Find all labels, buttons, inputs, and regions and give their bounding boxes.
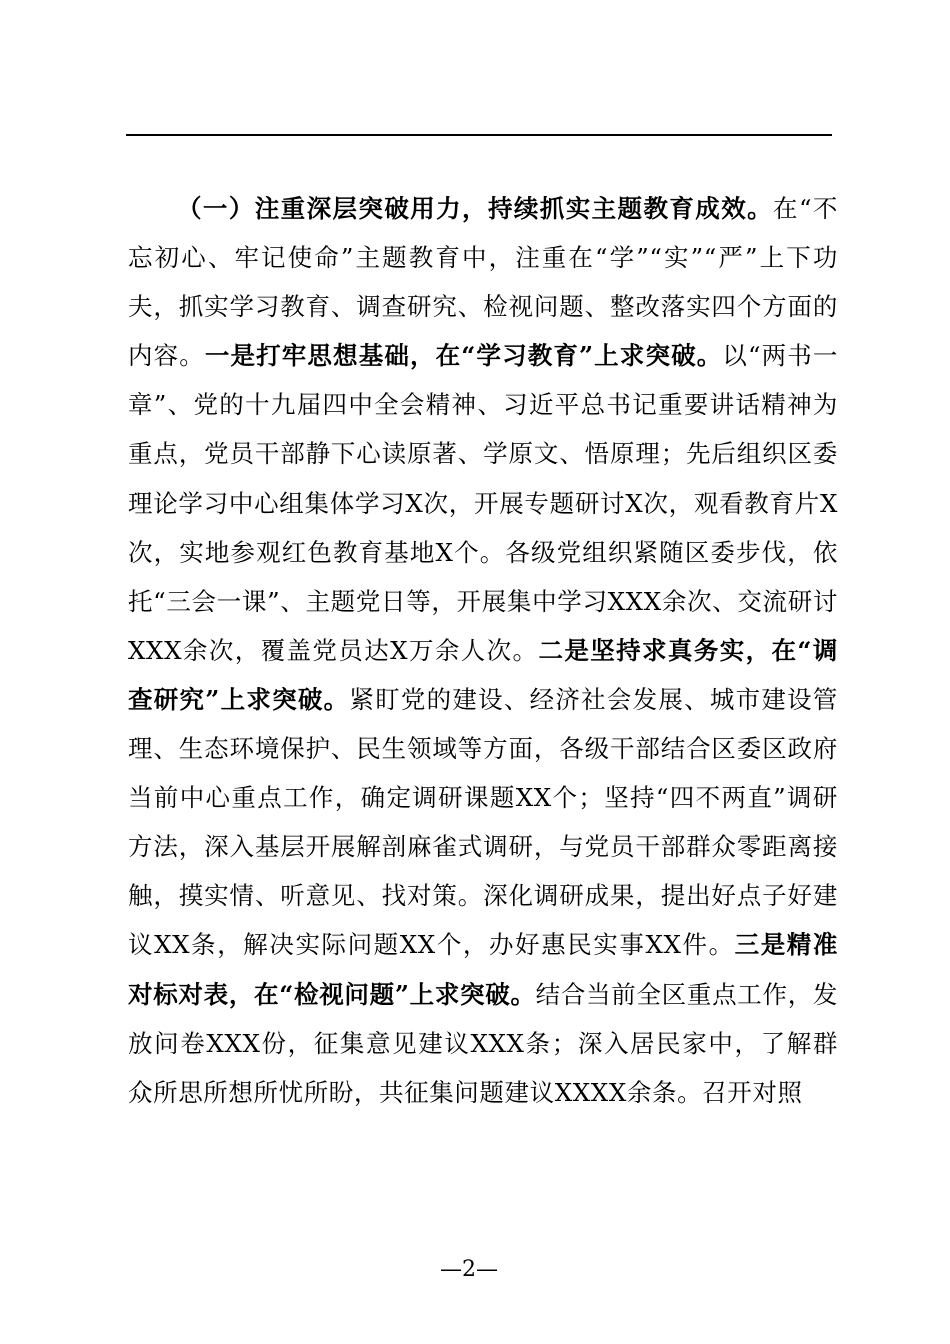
- paragraph-text: 在“不忘初心、牢记使命”主题教育中，注重在“学”“实”“严”上下功夫，抓实学习教育、调查研究、检视问题、整改落实四个方面的内容。: [128, 194, 838, 371]
- point-three-heading: 三是精准对标对表，在“检视问题”上求突破。: [128, 930, 838, 1009]
- header-rule: [126, 134, 832, 136]
- body-paragraph: [128, 184, 838, 1117]
- paragraph-text: 结合当前全区重点工作，发放问卷XXX份，征集意见建议XXX条；深入居民家中，了解群众所思所想所忧所盼，共征集问题建议XXXX余条。召开对照: [128, 979, 838, 1107]
- paragraph-text: 以“两书一章”、党的十九届四中全会精神、习近平总书记重要讲话精神为重点，党员干部静下心读原著、学原文、悟原理；先后组织区委理论学习中心组集体学习X次，开展专题研讨X次，观看教育片X次，实地参观红色教育基地X个。各级党组织紧随区委步伐，依托“三会一课”、主题党日等，开展集中学习XXX余次、交流研讨XXX余次，覆盖党员达X万余人次。: [128, 341, 838, 665]
- point-two-heading: 二是坚持求真务实，在“调查研究”上求突破。: [128, 635, 839, 714]
- section-heading: （一）注重深层突破用力，持续抓实主题教育成效。: [177, 194, 774, 223]
- point-one-heading: 一是打牢思想基础，在“学习教育”上求突破。: [204, 341, 723, 371]
- paragraph-text: 紧盯党的建设、经济社会发展、城市建设管理、生态环境保护、民生领域等方面，各级干部结合区委区政府当前中心重点工作，确定调研课题XX个；坚持“四不两直”调研方法，深入基层开展解剖麻雀式调研，与党员干部群众零距离接触，摸实情、听意见、找对策。深化调研成果，提出好点子好建议XX条，解决实际问题XX个，办好惠民实事XX件。: [128, 684, 838, 960]
- page-number: —2—: [440, 1257, 498, 1282]
